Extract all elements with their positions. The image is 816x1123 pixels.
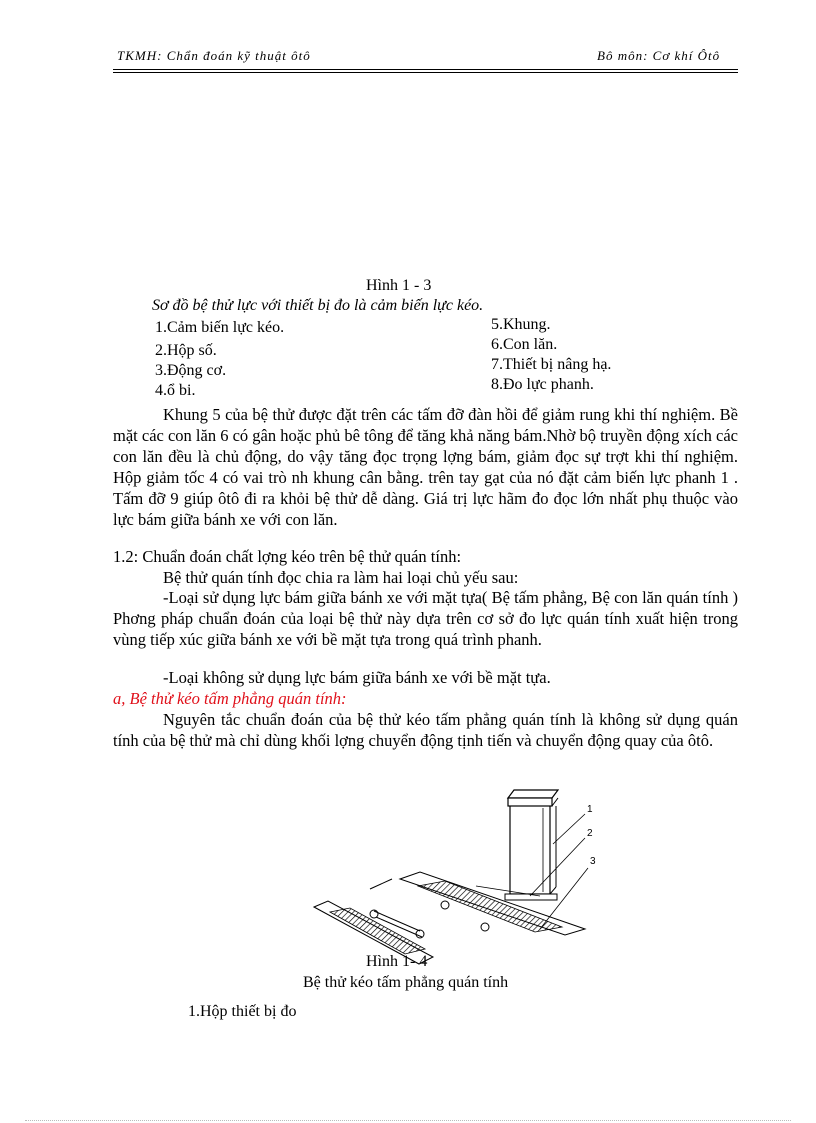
legend-item: 8.Đo lực phanh.	[491, 376, 594, 393]
legend-item: 6.Con lăn.	[491, 336, 558, 353]
paragraph-1: Khung 5 của bệ thử được đặt trên các tấm đỡ đàn hồi để giảm rung khi thí nghiệm. Bề mặt các con lăn 6 có gân hoặc phủ bê tông để tăng khả năng bám.Nhờ bộ truyền động xích các con lăn đều là chủ động, do vậy tăng đọc trọng lợng bám, giảm đọc sự trợt khi thí nghiệm. Hộp giảm tốc 4 có vai trò nh khung cân bằng. trên tay gạt của nó đặt cảm biến lực phanh 1 . Tấm đỡ 9 giúp ôtô đi ra khỏi bệ thử dễ dàng. Giá trị lực hãm đo đọc lớn nhất phụ thuộc vào lực bám giữa bánh xe với con lăn.	[113, 405, 738, 529]
figure-1-4-drawing	[300, 784, 620, 994]
figure-1-4-legend-item: 1.Hộp thiết bị đo	[188, 1003, 297, 1020]
callout-label: 2	[587, 828, 593, 839]
roller	[441, 901, 449, 909]
paragraph-3: -Loại sử dụng lực bám giữa bánh xe với mặt tựa( Bệ tấm phẳng, Bệ con lăn quán tính ) Phơng pháp chuẩn đoán của loại bệ thử này dựa trên cơ sở đo lực quán tính xuất hiện trong vùng tiếp xúc giữa bánh xe với bề mặt tựa trong quá trình phanh.	[113, 588, 738, 649]
footer-dotted-rule	[25, 1120, 791, 1121]
connector-line	[370, 879, 392, 889]
roller	[416, 930, 424, 938]
callout-label: 1	[587, 804, 593, 815]
callout-label: 3	[590, 856, 596, 867]
measuring-box-cap	[508, 798, 552, 806]
figure-1-3-caption: Sơ đồ bệ thử lực với thiết bị đo là cảm biến lực kéo.	[152, 297, 484, 314]
measuring-box-top	[508, 790, 558, 798]
legend-item: 4.ổ bi.	[155, 382, 196, 399]
measuring-box	[510, 804, 550, 894]
section-heading-1-2: 1.2: Chuẩn đoán chất lợng kéo trên bệ thử quán tính:	[113, 547, 462, 566]
header-rule-2	[113, 72, 738, 73]
paragraph-4: -Loại không sử dụng lực bám giữa bánh xe với bề mặt tựa.	[163, 668, 551, 687]
legend-item: 3.Động cơ.	[155, 362, 227, 379]
legend-item: 2.Hộp số.	[155, 342, 217, 359]
header-right: Bô môn: Cơ khí Ôtô	[597, 48, 721, 63]
paragraph-2: Bệ thử quán tính đọc chia ra làm hai loại chủ yếu sau:	[163, 568, 519, 587]
paragraph-5: Nguyên tắc chuẩn đoán của bệ thử kéo tấm phẳng quán tính là không sử dụng quán tính của bệ thử mà chỉ dùng khối lợng chuyển động tịnh tiến và chuyển động quay của ôtô.	[113, 710, 738, 750]
figure-1-4-caption: Bệ thử kéo tấm phẳng quán tính	[303, 974, 509, 991]
header-rule	[113, 69, 738, 70]
section-heading-a: a, Bệ thử kéo tấm phẳng quán tính:	[113, 689, 347, 708]
roller	[481, 923, 489, 931]
figure-1-3-title: Hình 1 - 3	[366, 277, 432, 294]
legend-item: 7.Thiết bị nâng hạ.	[491, 356, 612, 373]
leader-line	[553, 814, 585, 844]
legend-item: 1.Cảm biến lực kéo.	[155, 319, 285, 336]
header-left: TKMH: Chẩn đoán kỹ thuật ôtô	[117, 48, 311, 63]
legend-item: 5.Khung.	[491, 316, 551, 333]
figure-1-4-title: Hình 1- 4	[366, 953, 428, 970]
